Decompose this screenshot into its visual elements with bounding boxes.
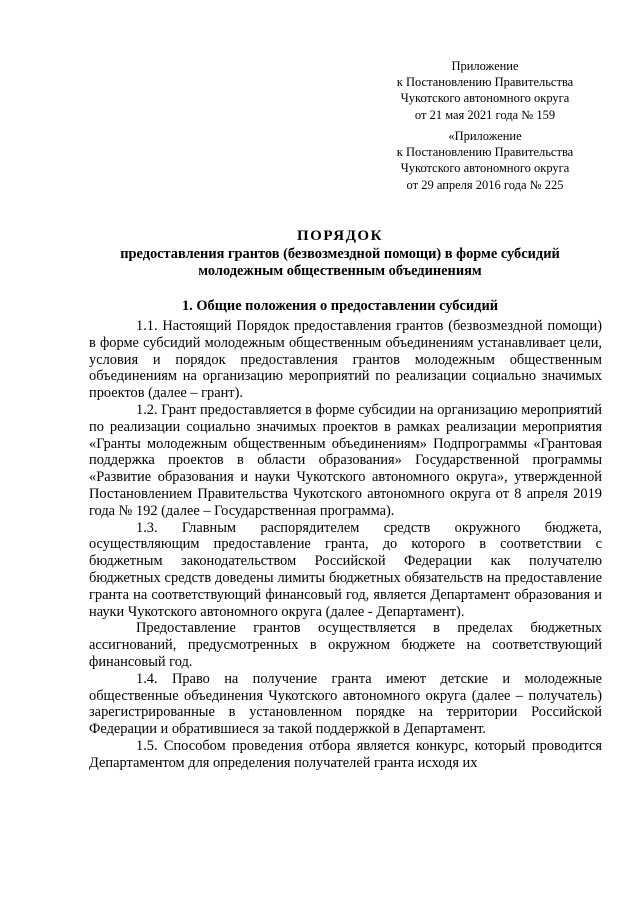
paragraph-1-3-budget: Предоставление грантов осуществляется в пределах бюджетных ассигнований, предусмотренных в окружном бюджете на соответствующий финансовый год. [89,620,602,670]
title-subtitle-line-1: предоставления грантов (безвозмездной помощи) в форме субсидий [120,246,560,262]
paragraph-1-3: 1.3. Главным распорядителем средств окружного бюджета, осуществляющим предоставление гранта, до которого в соответствии с бюджетным законодательством Российской Федерации как получателю бюджетных средств доведены лимиты бюджетных обязательств на предоставление гранта на соответствующий финансовый год, является Департамент образования и науки Чукотского автономного округа (далее - Департамент). [89,519,602,620]
appendix-line: к Постановлению Правительства [396,145,574,160]
appendix-line: Чукотского автономного округа [400,161,570,176]
title-subtitle-line-2: молодежным общественным объединениям [198,263,482,280]
appendix-line: «Приложение [448,129,522,143]
section-heading: 1. Общие положения о предоставлении субсидий [181,298,499,314]
paragraph-1-1: 1.1. Настоящий Порядок предоставления грантов (безвозмездной помощи) в форме субсидий молодежным общественным объединениям устанавливает цели, условия и порядок предоставления грантов молодежным общественным объединениям на организацию мероприятий по реализации социально значимых проектов (далее – грант). [89,318,602,402]
appendix-line: Приложение [451,59,519,73]
appendix-line: к Постановлению Правительства [396,75,574,90]
title-main: ПОРЯДОК [297,228,383,244]
document-title [80,227,600,280]
appendix-reference-2021 [360,58,610,123]
appendix-line: от 21 мая 2021 года № 159 [414,107,556,122]
appendix-line: Чукотского автономного округа [400,91,570,106]
paragraph-1-5: 1.5. Способом проведения отбора является конкурс, который проводится Департаментом для определения получателей гранта исходя их [89,737,602,771]
paragraph-1-2: 1.2. Грант предоставляется в форме субсидии на организацию мероприятий по реализации социально значимых проектов в рамках реализации мероприятия «Гранты молодежным общественным объединениям» Подпрограммы «Грантовая поддержка проектов в области образования» Государственной программы «Развитие образования и науки Чукотского автономного округа», утвержденной Постановлением Правительства Чукотского автономного округа от 8 апреля 2019 года № 192 (далее – Государственная программа). [89,401,602,519]
appendix-line: от 29 апреля 2016 года № 225 [406,177,564,192]
section-body [89,318,602,772]
paragraph-1-4: 1.4. Право на получение гранта имеют детские и молодежные общественные объединения Чукотского автономного округа (далее – получатель) зарегистрированные в установленном порядке на территории Российской Федерации и обратившиеся за такой поддержкой в Департамент. [89,670,602,738]
appendix-reference-2016 [360,128,610,193]
